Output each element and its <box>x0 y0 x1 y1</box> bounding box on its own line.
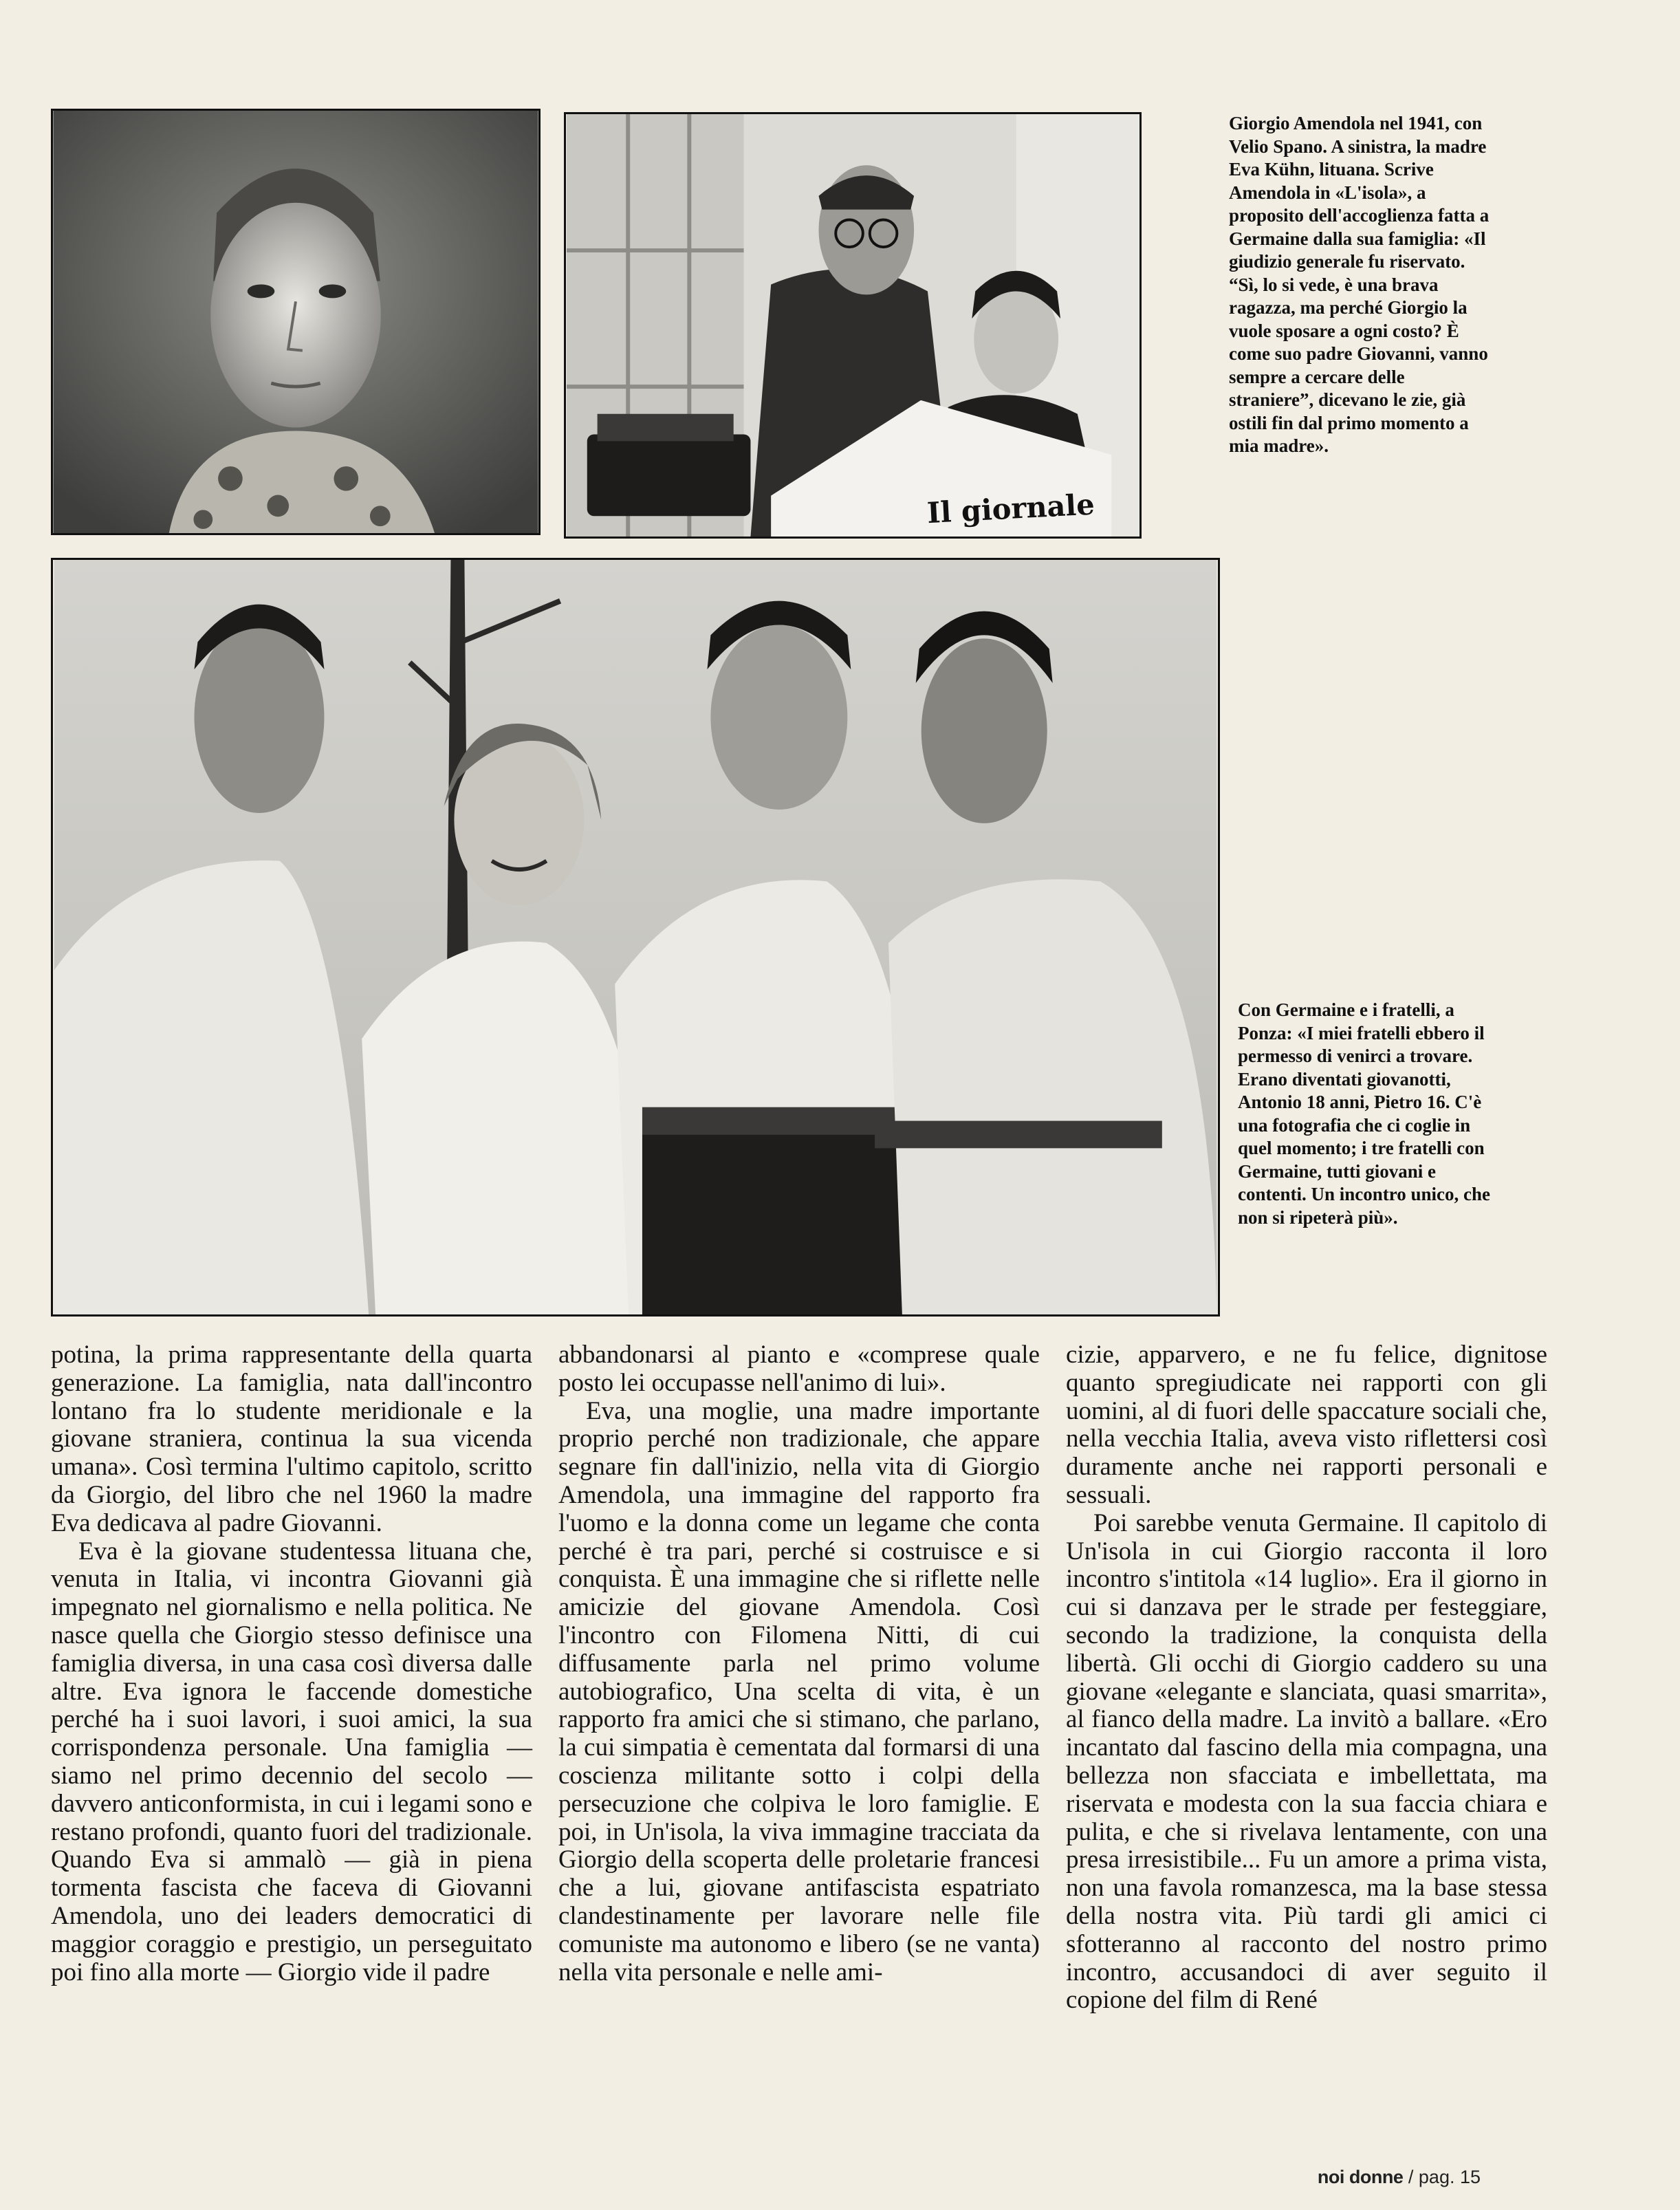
magazine-brand: noi donne <box>1317 2167 1404 2187</box>
newspaper-masthead: Il giornale <box>926 487 1095 530</box>
photo-amendola-spano <box>564 112 1142 539</box>
photo-ponza-group <box>51 558 1220 1317</box>
col1-paragraph: Eva è la giovane studentessa lituana che, venuta in Italia, vi incontra Giovanni già impegnato nel giornalismo e nella politica. Ne nasce quella che Giorgio stesso definisce una famiglia diversa, in una casa così diversa dalle altre. Eva ignora le faccende domestiche perché ha i suoi lavori, i suoi amici, la sua corrispondenza personale. Una famiglia — siamo nel primo decennio del secolo — davvero anticonformista, in cui i legami sono e restano profondi, quanto fuori del tradizionale. Quando Eva si ammalò — già in piena tormenta fascista che faceva di Giovanni Amendola, uno dei leaders democratici di maggior coraggio e prestigio, un perseguitato poi fino alla morte — Giorgio vide il padre <box>51 1537 532 1986</box>
text-column-3 <box>1066 1341 1547 2015</box>
caption-bottom: Con Germaine e i fratelli, a Ponza: «I miei fratelli ebbero il permesso di venirci a trovare. Erano diventati giovanotti, Antonio 18 anni, Pietro 16. C'è una fotografia che ci coglie in quel momento; i tre fratelli con Germaine, tutti giovani e contenti. Un incontro unico, che non si ripeterà più». <box>1238 999 1491 1228</box>
col2-paragraph: abbandonarsi al pianto e «comprese quale posto lei occupasse nell'animo di lui». <box>558 1341 1040 1397</box>
col3-paragraph: Poi sarebbe venuta Germaine. Il capitolo di Un'isola in cui Giorgio racconta il loro incontro s'intitola «14 luglio». Era il giorno in cui si danzava per le strade per festeggiare, secondo la tradizione, la conquista della libertà. Gli occhi di Giorgio caddero su una giovane «elegante e slanciata, quasi smarrita», al fianco della madre. La invitò a ballare. «Ero incantato dal fascino della mia compagna, una bellezza non sfacciata e imbellettata, ma riservata e modesta con la sua faccia chiara e pulita, e che si rivelava lentamente, con una presa irresistibile... Fu un amore a prima vista, non una favola romanzesca, ma la base stessa della nostra vita. Più tardi gli amici ci sfotteranno al racconto del nostro primo incontro, accusandoci di aver seguito il copione del film di René <box>1066 1508 1547 2015</box>
col3-paragraph: cizie, apparvero, e ne fu felice, dignitose quanto spregiudicate nei rapporti con gli uomini, al di fuori delle spaccature sociali che, nella vecchia Italia, aveva visto riflettersi così duramente anche nei rapporti personali e sessuali. <box>1066 1341 1547 1509</box>
col2-paragraph: Eva, una moglie, una madre importante proprio perché non tradizionale, che appare segnare fin dall'inizio, nella vita di Giorgio Amendola, una immagine del rapporto fra l'uomo e la donna come un legame che conta perché è tra pari, perché si costruisce e si conquista. È una immagine che si riflette nelle amicizie del giovane Amendola. Così l'incontro con Filomena Nitti, di cui diffusamente parla nel primo volume autobiografico, Una scelta di vita, è un rapporto fra amici che si stimano, che parlano, la cui simpatia è cementata dal formarsi di una coscienza militante sotto i colpi della persecuzione che colpiva le loro famiglie. E poi, in Un'isola, la viva immagine tracciata da Giorgio della scoperta delle proletarie francesi che a lui, giovane antifascista espatriato clandestinamente per lavorare nelle file comuniste ma autonomo e libero (se ne vanta) nella vita personale e nelle ami- <box>558 1396 1040 1986</box>
text-column-2 <box>558 1341 1040 1986</box>
page-number: / pag. 15 <box>1408 2167 1481 2187</box>
col1-paragraph: potina, la prima rappresentante della quarta generazione. La famiglia, nata dall'incontro lontano fra lo studente meridionale e la giovane straniera, continua la sua vicenda umana». Così termina l'ultimo capitolo, scritto da Giorgio, del libro che nel 1960 la madre Eva dedicava al padre Giovanni. <box>51 1341 532 1537</box>
page-footer <box>1318 2167 1481 2188</box>
text-column-1 <box>51 1341 532 1986</box>
caption-top: Giorgio Amendola nel 1941, con Velio Spano. A sinistra, la madre Eva Kühn, lituana. Scrive Amendola in «L'isola», a proposito dell'accoglienza fatta a Germaine dalla sua famiglia: «Il giudizio generale fu riservato. “Sì, lo si vede, è una brava ragazza, ma perché Giorgio la vuole sposare a ogni costo? È come suo padre Giovanni, vanno sempre a cercare delle straniere”, dicevano le zie, già ostili fin dal primo momento a mia madre». <box>1229 113 1490 456</box>
photo-eva-kuhn <box>51 109 541 535</box>
portrait-illustration <box>53 111 538 533</box>
newspaper-scene-illustration <box>566 114 1139 537</box>
group-illustration <box>53 560 1218 1314</box>
